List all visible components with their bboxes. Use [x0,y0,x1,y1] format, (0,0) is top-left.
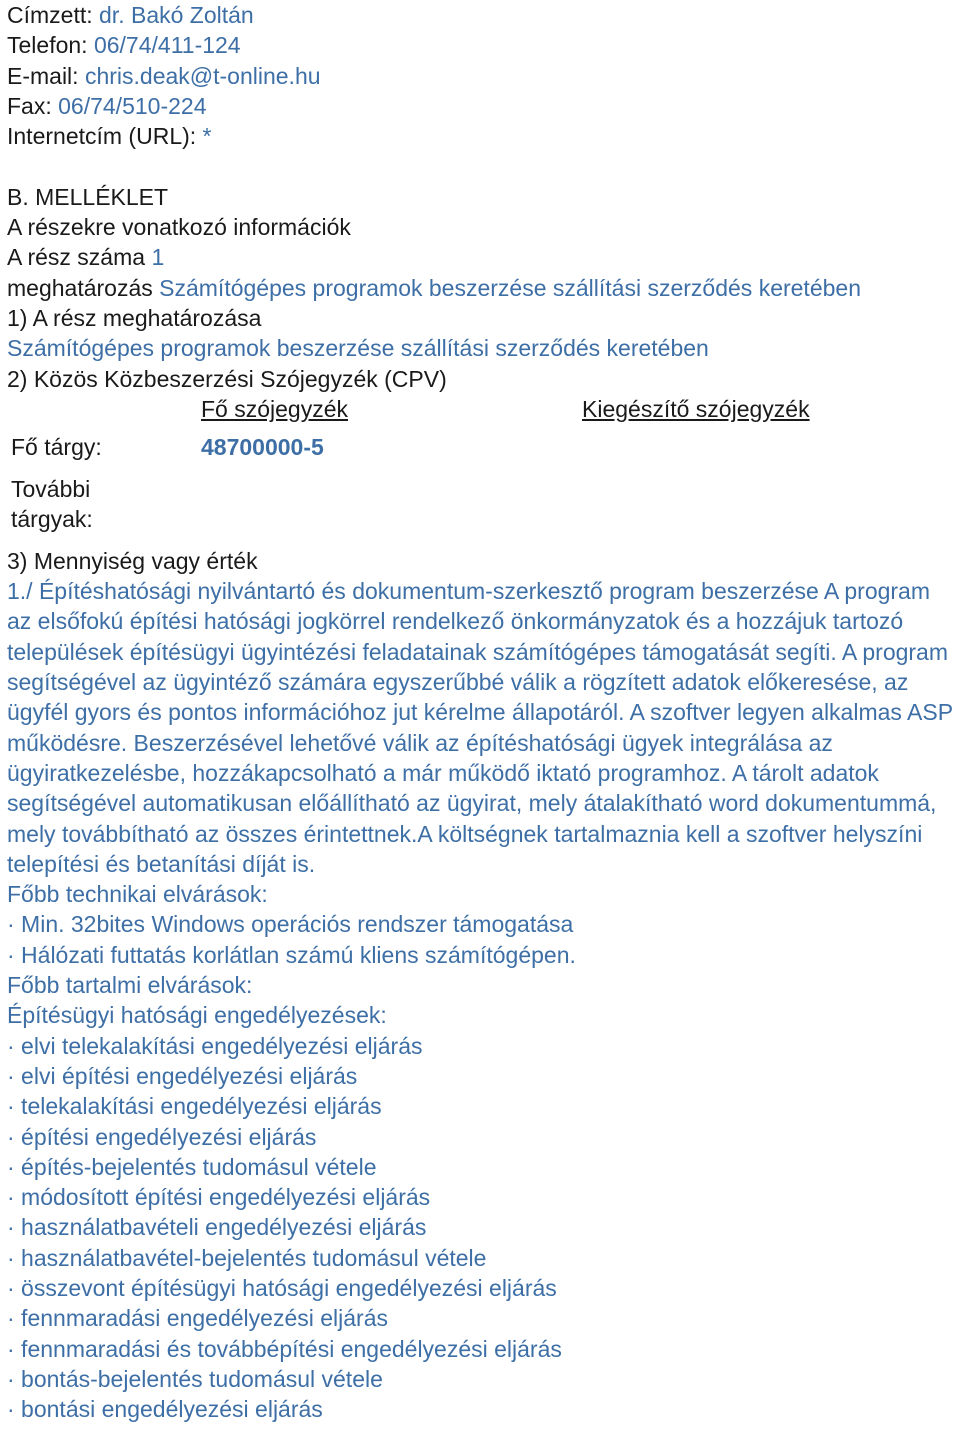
list-item: · Hálózati futtatás korlátlan számú kliens számítógépen. [7,941,576,968]
url-value: * [202,123,212,150]
url-label: Internetcím (URL): [7,123,197,150]
main-subject-label: Fő tárgy: [11,433,102,460]
list-item: · összevont építésügyi hatósági engedélyezési eljárás [7,1274,557,1301]
definition-line [7,273,960,303]
list-item: · módosított építési engedélyezési eljárás [7,1184,431,1211]
tech-list [7,909,960,970]
section1-label: 1) A rész meghatározása [7,304,262,331]
list-item: · építés-bejelentés tudomásul vétele [7,1153,377,1180]
url-line [7,121,960,151]
email-line [7,61,960,91]
email-label: E-mail: [7,62,79,89]
list-item: · építési engedélyezési eljárás [7,1123,317,1150]
quantity-paragraph: 1./ Építéshatósági nyilvántartó és dokumentum-szerkesztő program beszerzése A program az elsőfokú építési hatósági jogkörrel rendelkező önkormányzatok és a hozzájuk tartozó települések építésügyi ügyintézési feladatainak számítógépes támogatását segíti. A program segítségével az ügyintéző számára egyszerűbbé válik a rögzített adatok előkeresése, az ügyfél gyors és pontos információhoz jut kérelme állapotáról. A szoftver legyen alkalmas ASP működésre. Beszerzésével lehetővé válik az építéshatósági ügyek integrálása az ügyiratkezelésbe, hozzákapcsolható a már működő iktató programhoz. A tárolt adatok segítségével automatikusan előállítható az ügyirat, mely átalakítható word dokumentummá, mely továbbítható az összes érintettnek.A költségnek tartalmaznia kell a szoftver helyszíni telepítési és betanítási díját is. [7,578,953,877]
fax-label: Fax: [7,92,52,119]
cpv-main-header: Fő szójegyzék [201,395,349,422]
annex-subtitle: A részekre vonatkozó információk [7,214,351,241]
phone-label: Telefon: [7,32,88,59]
quantity-label: 3) Mennyiség vagy érték [7,547,258,574]
permits-heading: Építésügyi hatósági engedélyezések: [7,1002,387,1029]
part-number-value: 1 [151,244,165,271]
list-item: · bontási engedélyezési eljárás [7,1396,323,1423]
list-item: · elvi telekalakítási engedélyezési eljárás [7,1032,423,1059]
annex-title: B. MELLÉKLET [7,183,169,210]
tech-heading: Főbb technikai elvárások: [7,881,268,908]
definition-label: meghatározás [7,274,153,301]
section2-label: 2) Közös Közbeszerzési Szójegyzék (CPV) [7,365,447,392]
content-heading: Főbb tartalmi elvárások: [7,972,253,999]
permits-list [7,1031,960,1425]
addressee-line [7,0,960,30]
list-item: · telekalakítási engedélyezési eljárás [7,1093,382,1120]
part-number-line [7,242,960,272]
addressee-value: dr. Bakó Zoltán [99,2,254,28]
cpv-table [7,394,960,546]
addressee-label: Címzett: [7,2,93,28]
list-item: · elvi építési engedélyezési eljárás [7,1062,358,1089]
list-item: · használatbavétel-bejelentés tudomásul vétele [7,1244,487,1271]
list-item: · fennmaradási és továbbépítési engedélyezési eljárás [7,1335,562,1362]
cpv-supplementary-header: Kiegészítő szójegyzék [582,395,810,422]
additional-subjects-label: További tárgyak: [11,475,93,533]
section1-value: Számítógépes programok beszerzése szállítási szerződés keretében [7,335,709,362]
fax-line [7,91,960,121]
list-item: · Min. 32bites Windows operációs rendszer támogatása [7,911,574,938]
phone-line [7,30,960,60]
definition-value: Számítógépes programok beszerzése szállítási szerződés keretében [159,274,861,301]
list-item: · használatbavételi engedélyezési eljárás [7,1214,427,1241]
list-item: · bontás-bejelentés tudomásul vétele [7,1365,383,1392]
phone-value: 06/74/411-124 [93,32,241,59]
spacer [7,151,960,181]
fax-value: 06/74/510-224 [58,92,207,119]
email-value: chris.deak@t-online.hu [84,62,321,89]
list-item: · fennmaradási engedélyezési eljárás [7,1305,388,1332]
main-subject-value: 48700000-5 [201,433,324,460]
part-number-label: A rész száma [7,244,146,271]
